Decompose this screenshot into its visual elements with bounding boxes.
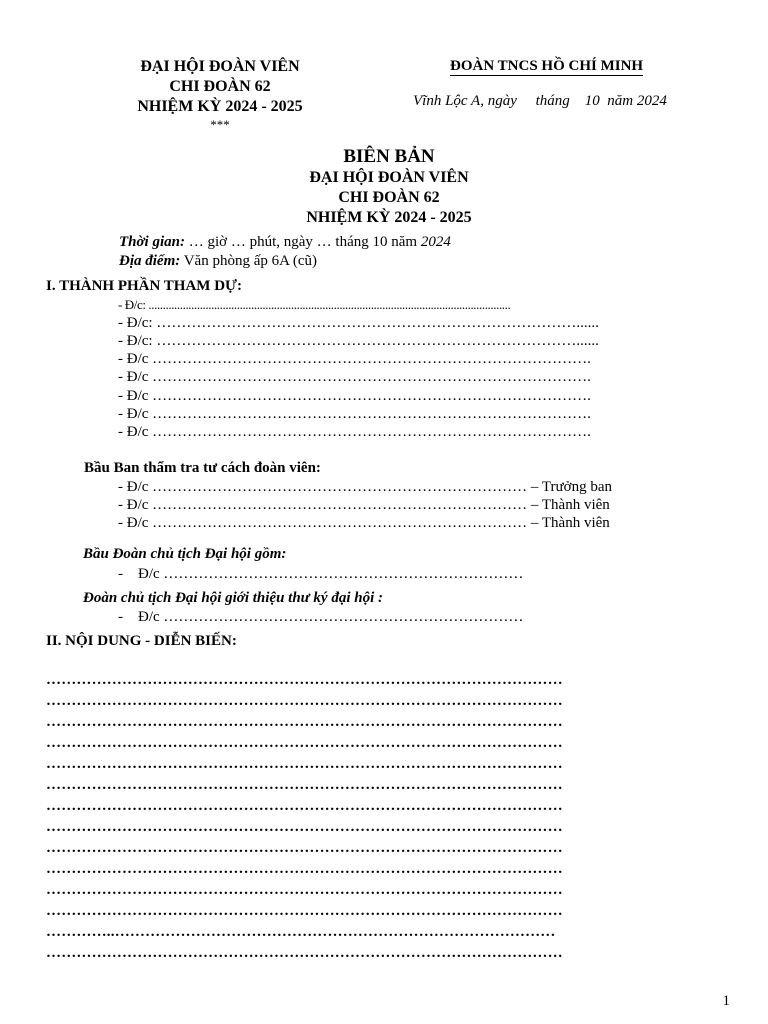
board-member-line: - Đ/c ………………………………………………………………… – xyxy=(118,515,542,531)
board-member xyxy=(118,497,610,514)
board-member xyxy=(118,515,610,532)
section1-heading: I. THÀNH PHẦN THAM DỰ: xyxy=(46,278,242,294)
header-date-line: Vĩnh Lộc A, ngày tháng 10 năm 2024 xyxy=(413,93,667,109)
attendee-line: - Đ/c: …………………………………………………………………………...... xyxy=(118,333,599,349)
content-line: ………………………………………………………………………………………… xyxy=(46,798,563,814)
header-left-line1: ĐẠI HỘI ĐOÀN VIÊN xyxy=(140,58,300,75)
meta-time-label: Thời gian: xyxy=(119,234,185,250)
header-org-text: ĐOÀN TNCS HỒ CHÍ MINH xyxy=(450,58,644,74)
section2-heading: II. NỘI DUNG - DIỄN BIẾN: xyxy=(46,633,237,649)
content-line: ………………………………………………………………………………………… xyxy=(46,714,563,730)
doc-subtitle-2: CHI ĐOÀN 62 xyxy=(338,189,440,206)
content-line: …………..…………………………………………………………………………… xyxy=(46,924,556,940)
meta-time-value: … giờ … phút, ngày … tháng 10 năm xyxy=(184,234,421,250)
attendee-line: - Đ/c ……………………………………………………………………………. xyxy=(118,424,591,440)
attendee-line: - Đ/c ……………………………………………………………………………. xyxy=(118,388,591,404)
board-member-line: - Đ/c ………………………………………………………………… – xyxy=(118,479,542,495)
content-line: ………………………………………………………………………………………… xyxy=(46,882,563,898)
presidium-member: - Đ/c ……………………………………………………………… xyxy=(118,566,524,582)
content-line: ………………………………………………………………………………………… xyxy=(46,945,563,961)
content-line: ………………………………………………………………………………………… xyxy=(46,693,563,709)
content-line: ………………………………………………………………………………………… xyxy=(46,735,563,751)
board-member-role: Trưởng ban xyxy=(541,479,612,495)
board-member-line: - Đ/c ………………………………………………………………… – xyxy=(118,497,542,513)
header-left-line3: NHIỆM KỲ 2024 - 2025 xyxy=(137,98,303,115)
content-line: ………………………………………………………………………………………… xyxy=(46,819,563,835)
attendee-line: - Đ/c ……………………………………………………………………………. xyxy=(118,406,591,422)
meta-place-value: Văn phòng ấp 6A (cũ) xyxy=(180,253,318,269)
board-member xyxy=(118,479,612,496)
meta-time xyxy=(119,234,451,251)
header-org xyxy=(450,58,643,75)
presidium-heading: Bầu Đoàn chủ tịch Đại hội gồm: xyxy=(83,546,287,562)
board-member-role: Thành viên xyxy=(541,515,610,531)
content-line: ………………………………………………………………………………………… xyxy=(46,756,563,772)
header-left-line2: CHI ĐOÀN 62 xyxy=(169,78,271,95)
attendee-line: - Đ/c: …………………………………………………………………………...... xyxy=(118,315,599,331)
content-line: ………………………………………………………………………………………… xyxy=(46,777,563,793)
meta-place-label: Địa điểm: xyxy=(119,253,181,269)
header-stars: *** xyxy=(210,117,230,132)
doc-title: BIÊN BẢN xyxy=(343,146,435,167)
content-line: ………………………………………………………………………………………… xyxy=(46,903,563,919)
doc-subtitle-3: NHIỆM KỲ 2024 - 2025 xyxy=(306,209,472,226)
attendee-line: - Đ/c ……………………………………………………………………………. xyxy=(118,369,591,385)
content-line: ………………………………………………………………………………………… xyxy=(46,840,563,856)
attendee-line: - Đ/c: ............................................................................................................................... xyxy=(118,297,511,312)
meta-time-year: 2024 xyxy=(420,234,451,250)
content-line: ………………………………………………………………………………………… xyxy=(46,861,563,877)
meta-place xyxy=(119,253,317,270)
attendee-line: - Đ/c ……………………………………………………………………………. xyxy=(118,351,591,367)
board-heading: Bầu Ban thẩm tra tư cách đoàn viên: xyxy=(84,460,321,476)
content-line: ………………………………………………………………………………………… xyxy=(46,672,563,688)
secretary-heading: Đoàn chủ tịch Đại hội giới thiệu thư ký đại hội : xyxy=(83,590,383,606)
doc-subtitle-1: ĐẠI HỘI ĐOÀN VIÊN xyxy=(309,169,469,186)
page-number: 1 xyxy=(722,993,730,1009)
board-member-role: Thành viên xyxy=(541,497,610,513)
secretary-member: - Đ/c ……………………………………………………………… xyxy=(118,609,524,625)
